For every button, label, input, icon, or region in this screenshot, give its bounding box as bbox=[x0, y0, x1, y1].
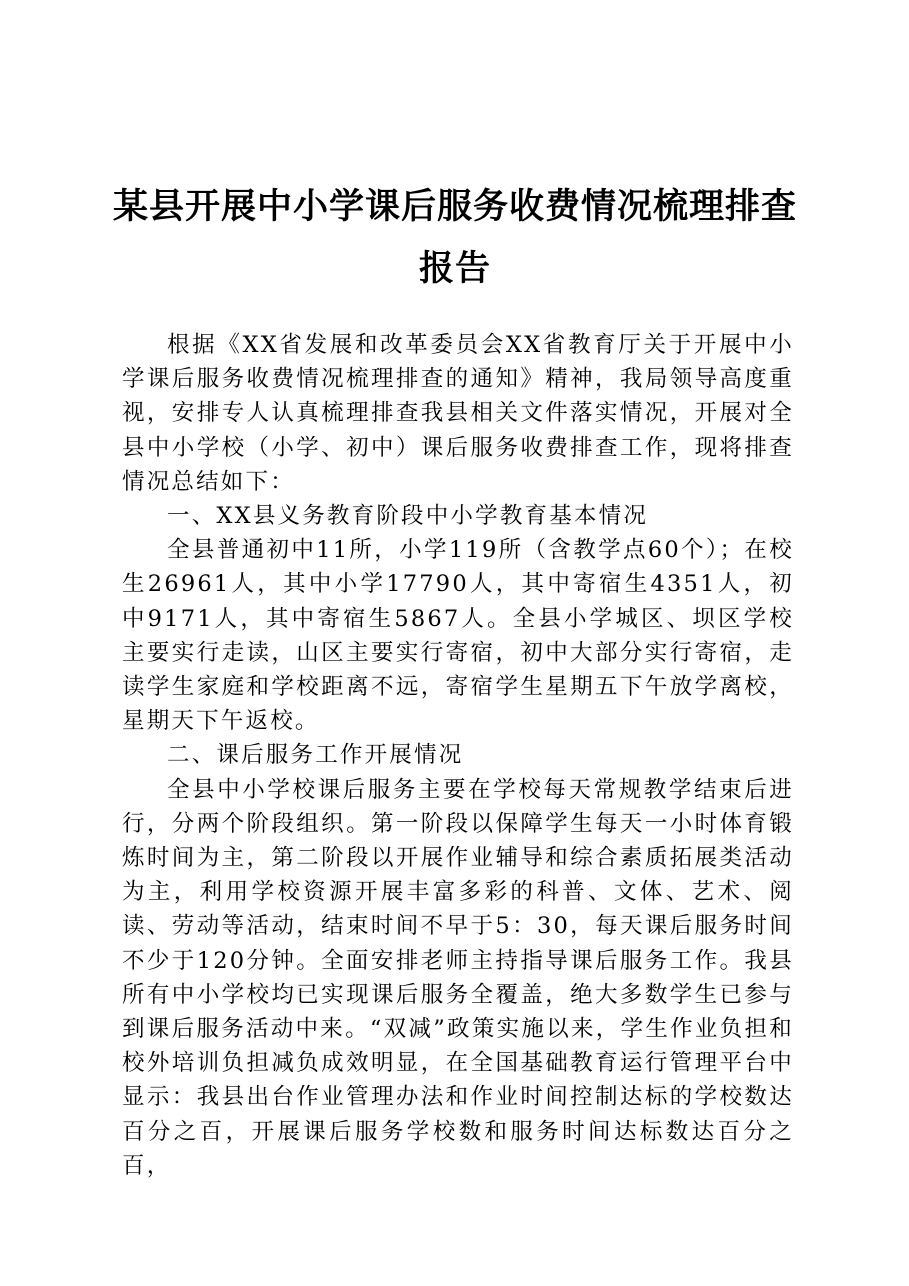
section-heading-1: 一、XX县义务教育阶段中小学教育基本情况 bbox=[167, 503, 649, 530]
section-heading-2: 二、课后服务工作开展情况 bbox=[167, 742, 464, 769]
after-school-service-paragraph: 全县中小学校课后服务主要在学校每天常规教学结束后进行，分两个阶段组织。第一阶段以保障学生每天一小时体育锻炼时间为主，第二阶段以开展作业辅导和综合素质拓展类活动为主，利用学校资源开展丰富多彩的科普、文体、艺术、阅读、劳动等活动，结束时间不早于5：30，每天课后服务时间不少于120分钟。全面安排老师主持指导课后服务工作。我县所有中小学校均已实现课后服务全覆盖，绝大多数学生已参与到课后服务活动中来。“双减”政策实施以来，学生作业负担和校外培训负担减负成效明显，在全国基础教育运行管理平台中显示：我县出台作业管理办法和作业时间控制达标的学校数达百分之百，开展课后服务学校数和服务时间达标数达百分之百， bbox=[122, 776, 794, 1179]
document-title: 某县开展中小学课后服务收费情况梳理排查报告 bbox=[112, 186, 797, 289]
document-body bbox=[122, 328, 794, 1183]
intro-paragraph: 根据《XX省发展和改革委员会XX省教育厅关于开展中小学课后服务收费情况梳理排查的通知》精神，我局领导高度重视，安排专人认真梳理排查我县相关文件落实情况，开展对全县中小学校（小学、初中）课后服务收费排查工作，现将排查情况总结如下： bbox=[122, 332, 794, 495]
basic-info-paragraph: 全县普通初中11所，小学119所（含教学点60个）；在校生26961人，其中小学17790人，其中寄宿生4351人，初中9171人，其中寄宿生5867人。全县小学城区、坝区学校主要实行走读，山区主要实行寄宿，初中大部分实行寄宿，走读学生家庭和学校距离不远，寄宿学生星期五下午放学离校，星期天下午返校。 bbox=[122, 537, 794, 735]
